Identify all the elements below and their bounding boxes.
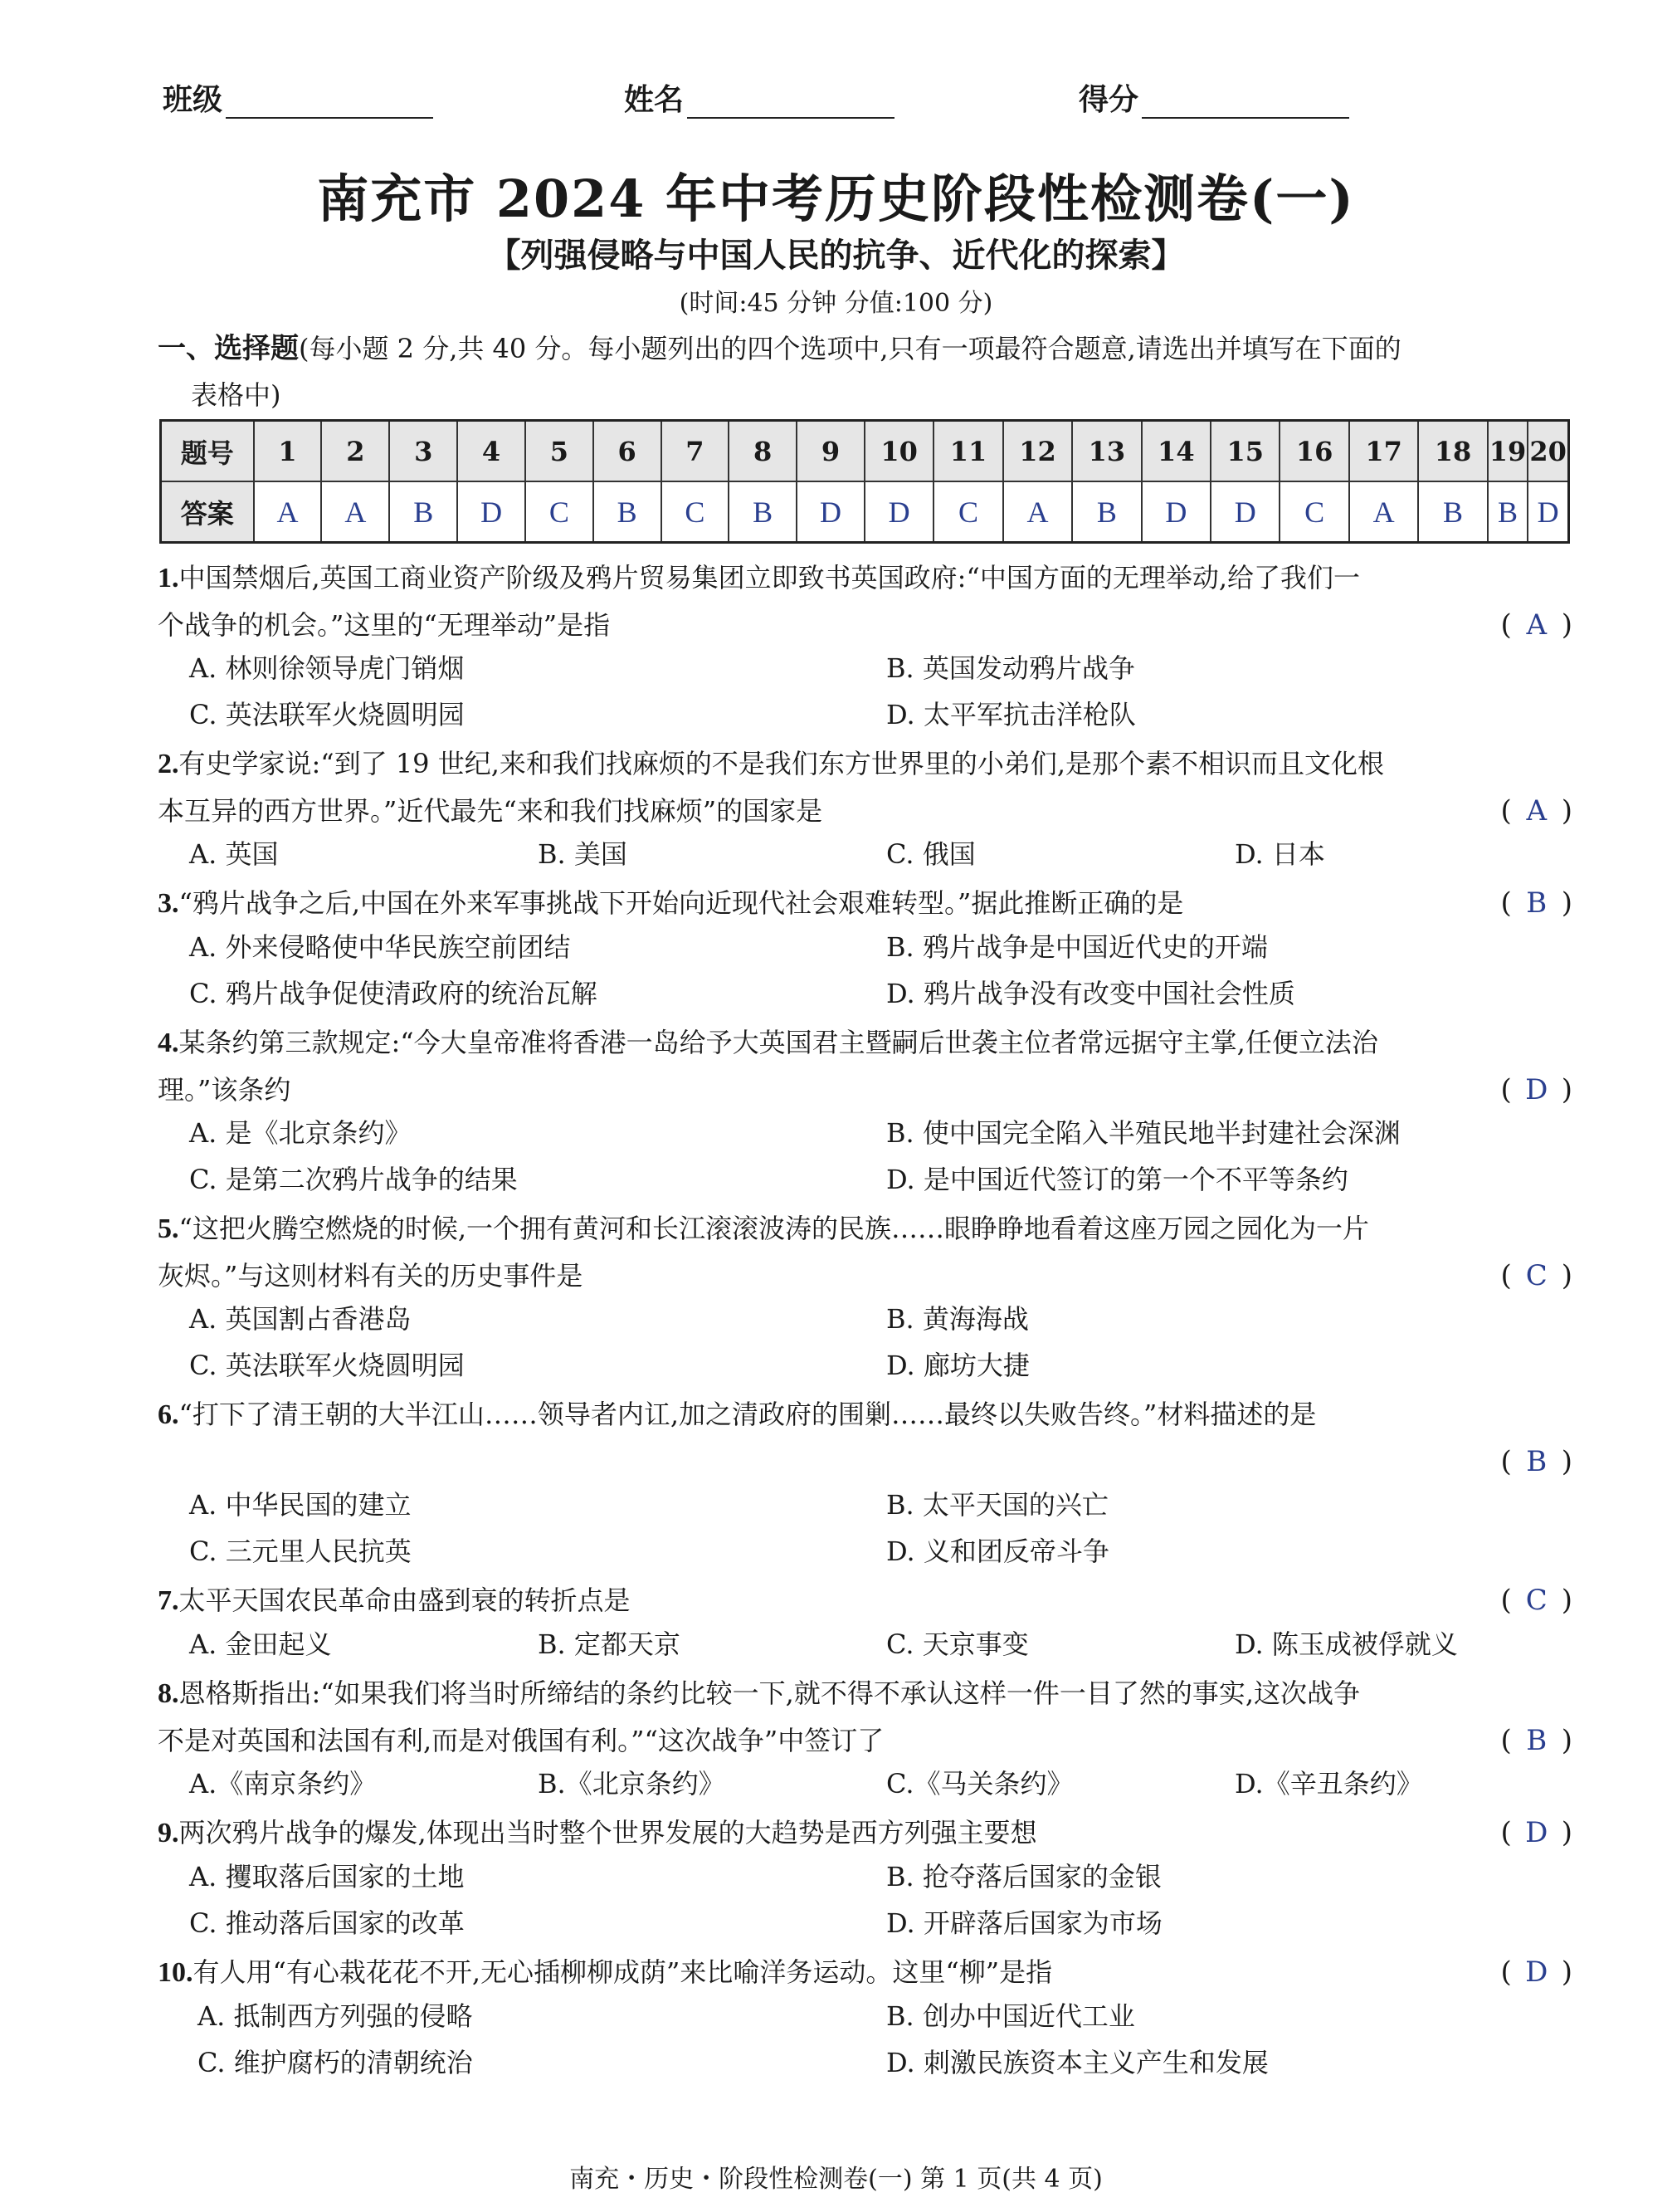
question-5 [158, 1205, 1572, 1299]
answer-bracket: ( C ) [1500, 1252, 1572, 1299]
answer-cell[interactable]: D [797, 481, 865, 543]
table-cell: 17 [1349, 421, 1418, 482]
table-cell: 11 [933, 421, 1002, 482]
answer-cell[interactable]: A [321, 481, 389, 543]
section-instructions [158, 325, 1568, 418]
question-text: 有史学家说:“到了 19 世纪,来和我们找麻烦的不是我们东方世界里的小弟们,是那个素不相识而且文化根 [178, 748, 1385, 779]
instructions-line2: 表格中) [191, 379, 281, 411]
option-d[interactable]: D. 日本 [1235, 838, 1325, 870]
answer-cell[interactable]: A [1349, 481, 1418, 543]
table-cell: 9 [797, 421, 865, 482]
option-c[interactable]: C. 英法联军火烧圆明园 [189, 1350, 465, 1381]
answer-cell[interactable]: D [1142, 481, 1211, 543]
answer-cell[interactable]: B [729, 481, 797, 543]
question-text: 两次鸦片战争的爆发,体现出当时整个世界发展的大趋势是西方列强主要想 [178, 1817, 1037, 1848]
class-field [163, 76, 433, 119]
table-cell: 18 [1418, 421, 1487, 482]
question-8 [158, 1670, 1572, 1764]
answer-bracket: ( D ) [1500, 1067, 1572, 1113]
question-text: “鸦片战争之后,中国在外来军事挑战下开始向近现代社会艰难转型。”据此推断正确的是 [178, 887, 1184, 919]
option-d[interactable]: D. 开辟落后国家为市场 [886, 1907, 1163, 1939]
table-cell: 20 [1528, 421, 1568, 482]
question-text-cont: 不是对英国和法国有利,而是对俄国有利。”“这次战争”中签订了 [158, 1725, 885, 1756]
question-7 [158, 1577, 1572, 1624]
answer-cell[interactable]: B [1072, 481, 1141, 543]
score-field [1079, 76, 1349, 119]
question-text-cont: 本互异的西方世界。”近代最先“来和我们找麻烦”的国家是 [158, 795, 823, 827]
answer-cell[interactable]: A [1003, 481, 1072, 543]
answer-cell[interactable]: C [525, 481, 593, 543]
option-b[interactable]: B. 美国 [538, 838, 627, 870]
table-cell: 8 [729, 421, 797, 482]
table-cell: 2 [321, 421, 389, 482]
option-a[interactable]: A. 英国割占香港岛 [189, 1303, 412, 1335]
answer-cell[interactable]: A [254, 481, 322, 543]
section-heading: 一、选择题 [158, 332, 299, 365]
option-b[interactable]: B. 鸦片战争是中国近代史的开端 [886, 931, 1268, 963]
question-text-cont: 灰烬。”与这则材料有关的历史事件是 [158, 1260, 583, 1292]
answer-cell[interactable]: C [661, 481, 729, 543]
answer-bracket: ( D ) [1500, 1809, 1572, 1856]
score-label: 得分 [1079, 82, 1139, 117]
answer-cell[interactable]: D [1211, 481, 1280, 543]
option-b[interactable]: B. 定都天京 [538, 1628, 680, 1660]
option-d[interactable]: D. 刺激民族资本主义产生和发展 [886, 2047, 1269, 2078]
option-c[interactable]: C. 维护腐朽的清朝统治 [197, 2047, 473, 2078]
answer-bracket: ( A ) [1500, 788, 1572, 834]
answer-bracket: ( B ) [1500, 1438, 1572, 1485]
question-text: 有人用“有心栽花花不开,无心插柳柳成荫”来比喻洋务运动。这里“柳”是指 [193, 1956, 1053, 1988]
option-c[interactable]: C. 俄国 [886, 838, 976, 870]
option-a[interactable]: A. 外来侵略使中华民族空前团结 [189, 931, 571, 963]
answer-bracket: ( B ) [1500, 1717, 1572, 1764]
question-number: 5. [158, 1213, 179, 1244]
answer-value[interactable]: D [1525, 1956, 1548, 1989]
table-cell: 14 [1142, 421, 1211, 482]
option-d[interactable]: D. 廊坊大捷 [886, 1350, 1030, 1381]
table-cell: 6 [593, 421, 661, 482]
option-a[interactable]: A. 中华民国的建立 [189, 1489, 412, 1521]
answer-bracket: ( A ) [1500, 602, 1572, 648]
table-cell: 15 [1211, 421, 1280, 482]
table-cell: 19 [1488, 421, 1528, 482]
option-c[interactable]: C. 鸦片战争促使清政府的统治瓦解 [189, 978, 597, 1009]
question-number: 8. [158, 1678, 179, 1709]
question-number: 7. [158, 1585, 179, 1616]
answer-value[interactable]: A [1526, 608, 1548, 642]
answer-bracket: ( B ) [1500, 880, 1572, 926]
question-text: “打下了清王朝的大半江山……领导者内讧,加之清政府的围剿……最终以失败告终。”材料描述的是 [178, 1399, 1317, 1430]
answer-table-answer-row [161, 481, 1569, 543]
option-a[interactable]: A. 林则徐领导虎门销烟 [189, 652, 465, 684]
option-a[interactable]: A. 攫取落后国家的土地 [189, 1861, 465, 1892]
question-text: 太平天国农民革命由盛到衰的转折点是 [178, 1585, 631, 1616]
option-c[interactable]: C. 三元里人民抗英 [189, 1536, 412, 1567]
option-a[interactable]: A.《南京条约》 [189, 1768, 377, 1799]
option-c[interactable]: C. 天京事变 [886, 1628, 1029, 1660]
class-blank[interactable] [226, 87, 433, 119]
score-blank[interactable] [1142, 87, 1349, 119]
question-number: 9. [158, 1818, 179, 1848]
answer-cell[interactable]: B [1488, 481, 1528, 543]
option-b[interactable]: B. 太平天国的兴亡 [886, 1489, 1109, 1521]
option-b[interactable]: B. 黄海海战 [886, 1303, 1029, 1335]
question-4 [158, 1019, 1572, 1113]
option-b[interactable]: B. 抢夺落后国家的金银 [886, 1861, 1162, 1892]
question-number: 2. [158, 749, 179, 779]
table-cell: 5 [525, 421, 593, 482]
answer-row-label: 答案 [161, 481, 254, 543]
page-title: 南充市 2024 年中考历史阶段性检测卷(一) [317, 168, 1355, 229]
question-1 [158, 554, 1572, 648]
name-blank[interactable] [687, 87, 894, 119]
answer-bracket: ( C ) [1500, 1577, 1572, 1624]
answer-cell[interactable]: D [1528, 481, 1568, 543]
answer-cell[interactable]: D [457, 481, 525, 543]
option-a[interactable]: A. 是《北京条约》 [189, 1117, 412, 1149]
option-b[interactable]: B. 英国发动鸦片战争 [886, 652, 1135, 684]
answer-cell[interactable]: B [593, 481, 661, 543]
question-3 [158, 880, 1572, 927]
option-b[interactable]: B. 使中国完全陷入半殖民地半封建社会深渊 [886, 1117, 1401, 1149]
page-subtitle: 【列强侵略与中国人民的抗争、近代化的探索】 [487, 236, 1185, 275]
answer-cell[interactable]: C [1280, 481, 1348, 543]
question-2 [158, 740, 1572, 834]
option-c[interactable]: C. 英法联军火烧圆明园 [189, 699, 465, 730]
page-footer: 南充・历史・阶段性检测卷(一) 第 1 页(共 4 页) [569, 2165, 1103, 2194]
answer-table [159, 419, 1570, 544]
answer-value[interactable]: B [1526, 1445, 1548, 1478]
option-b[interactable]: B. 创办中国近代工业 [886, 2000, 1135, 2032]
answer-table-number-row [161, 421, 1569, 482]
question-6 [158, 1391, 1572, 1485]
question-number: 1. [158, 563, 179, 593]
class-label: 班级 [163, 82, 223, 117]
question-text: 恩格斯指出:“如果我们将当时所缔结的条约比较一下,就不得不承认这样一件一目了然的事实,这次战争 [178, 1677, 1360, 1709]
answer-cell[interactable]: B [1418, 481, 1487, 543]
timing-info: (时间:45 分钟 分值:100 分) [679, 289, 993, 318]
name-field [624, 76, 894, 119]
option-d[interactable]: D. 是中国近代签订的第一个不平等条约 [886, 1164, 1348, 1195]
question-number: 4. [158, 1028, 179, 1058]
table-cell: 12 [1003, 421, 1072, 482]
option-c[interactable]: C. 推动落后国家的改革 [189, 1907, 465, 1939]
question-text: “这把火腾空燃烧的时候,一个拥有黄河和长江滚滚波涛的民族……眼睁睁地看着这座万园之园化为一片 [178, 1213, 1370, 1244]
option-d[interactable]: D. 太平军抗击洋枪队 [886, 699, 1136, 730]
table-cell: 7 [661, 421, 729, 482]
table-cell: 4 [457, 421, 525, 482]
answer-value[interactable]: B [1526, 886, 1548, 920]
question-number: 3. [158, 888, 179, 919]
option-d[interactable]: D. 义和团反帝斗争 [886, 1536, 1109, 1567]
option-d[interactable]: D. 陈玉成被俘就义 [1235, 1628, 1458, 1660]
question-10 [158, 1949, 1572, 1996]
option-c[interactable]: C.《马关条约》 [886, 1768, 1074, 1799]
question-number: 6. [158, 1399, 179, 1430]
option-a[interactable]: A. 抵制西方列强的侵略 [197, 2000, 473, 2032]
answer-cell[interactable]: B [389, 481, 457, 543]
answer-value[interactable]: C [1525, 1584, 1548, 1617]
answer-cell[interactable]: D [865, 481, 933, 543]
option-b[interactable]: B.《北京条约》 [538, 1768, 725, 1799]
answer-bracket: ( D ) [1500, 1949, 1572, 1995]
name-label: 姓名 [624, 82, 685, 117]
table-cell: 1 [254, 421, 322, 482]
option-c[interactable]: C. 是第二次鸦片战争的结果 [189, 1164, 518, 1195]
table-cell: 13 [1072, 421, 1141, 482]
question-text-cont: 理。”该条约 [158, 1074, 291, 1106]
question-text-cont: 个战争的机会。”这里的“无理举动”是指 [158, 609, 611, 641]
option-a[interactable]: A. 金田起义 [189, 1628, 332, 1660]
answer-cell[interactable]: C [933, 481, 1002, 543]
number-row-label: 题号 [161, 421, 254, 482]
instructions-line1: (每小题 2 分,共 40 分。每小题列出的四个选项中,只有一项最符合题意,请选出并填写在下面的 [299, 333, 1401, 364]
answer-value[interactable]: B [1526, 1724, 1548, 1757]
option-a[interactable]: A. 英国 [189, 838, 279, 870]
question-text: 中国禁烟后,英国工商业资产阶级及鸦片贸易集团立即致书英国政府:“中国方面的无理举动,给了我们一 [178, 562, 1360, 593]
option-d[interactable]: D.《辛丑条约》 [1235, 1768, 1423, 1799]
question-9 [158, 1809, 1572, 1857]
table-cell: 10 [865, 421, 933, 482]
answer-value[interactable]: A [1526, 794, 1548, 828]
table-cell: 16 [1280, 421, 1348, 482]
option-d[interactable]: D. 鸦片战争没有改变中国社会性质 [886, 978, 1295, 1009]
answer-value[interactable]: D [1525, 1073, 1548, 1106]
answer-value[interactable]: D [1525, 1816, 1548, 1849]
question-text: 某条约第三款规定:“今大皇帝准将香港一岛给予大英国君主暨嗣后世袭主位者常远据守主掌,任便立法治 [178, 1027, 1378, 1058]
table-cell: 3 [389, 421, 457, 482]
answer-value[interactable]: C [1525, 1259, 1548, 1292]
question-number: 10. [158, 1957, 193, 1988]
